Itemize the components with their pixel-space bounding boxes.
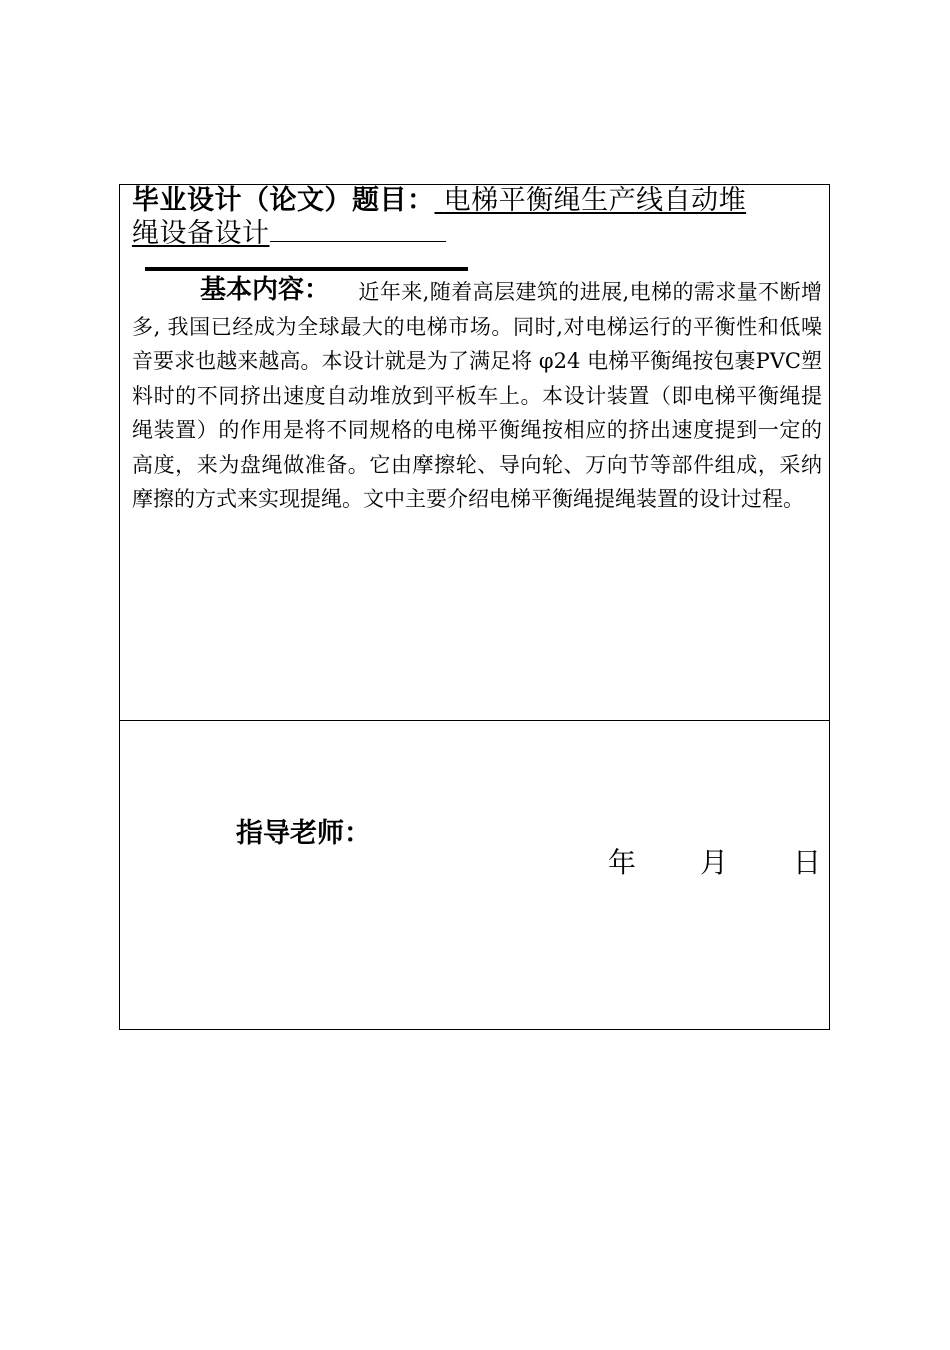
title-divider-line [145, 267, 468, 271]
abstract-text: 近年来,随着高层建筑的进展,电梯的需求量不断增多, 我国已经成为全球最大的电梯市场。同时,对电梯运行的平衡性和低噪音要求也越来越高。本设计就是为了满足将 φ24 电梯平衡绳按包裹PVC塑料时的不同挤出速度自动堆放到平板车上。本设计装置（即电梯平衡绳提绳装置）的作用是将不同规格的电梯平衡绳按相应的挤出速度提到一定的高度，来为盘绳做准备。它由摩擦轮、导向轮、万向节等部件组成，采纳摩擦的方式来实现提绳。文中主要介绍电梯平衡绳提绳装置的设计过程。 [132, 280, 822, 511]
advisor-label: 指导老师： [236, 818, 371, 849]
thesis-title-block [132, 185, 822, 250]
title-label: 毕业设计（论文）题目： [132, 185, 435, 216]
abstract-text-block [132, 275, 822, 517]
date-month: 月 [700, 846, 729, 879]
thesis-form [119, 184, 830, 1030]
date-year: 年 [608, 846, 637, 879]
title-underline-fill [270, 217, 446, 242]
title-value-line2: 绳设备设计 [132, 218, 270, 249]
date-day: 日 [793, 846, 822, 879]
title-value-line1: 电梯平衡绳生产线自动堆 [443, 185, 747, 216]
form-lower-cell [120, 721, 829, 1029]
form-upper-cell [120, 185, 829, 721]
content-label: 基本内容： [200, 275, 331, 305]
